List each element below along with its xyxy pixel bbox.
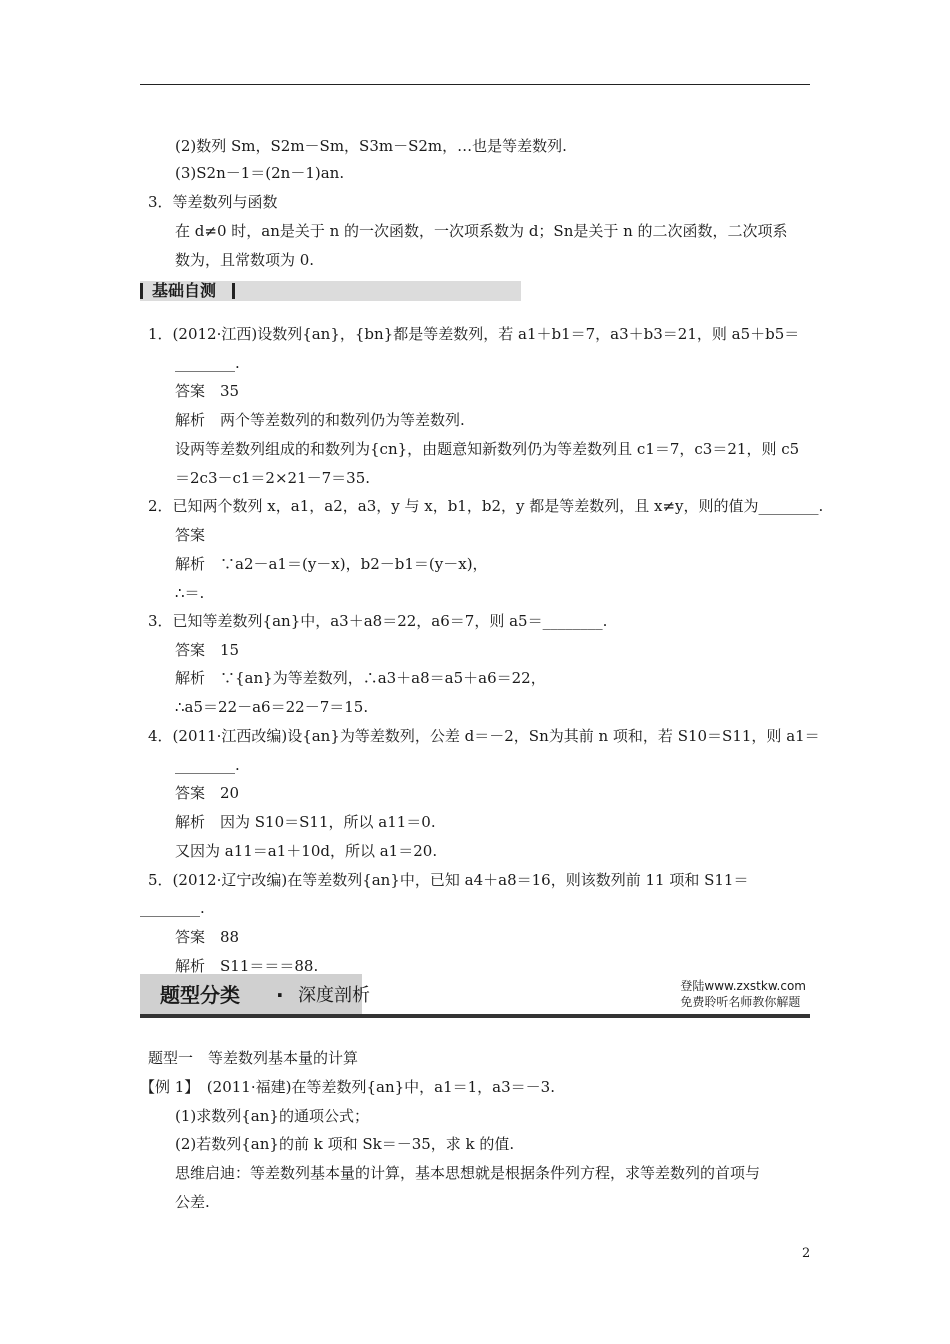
top-rule — [140, 84, 810, 85]
text-line: 公差. — [175, 1193, 210, 1211]
header-bar-right — [232, 283, 235, 299]
section-header-basic-test — [140, 281, 521, 301]
text-line: 3．已知等差数列{an}中，a3＋a8＝22，a6＝7，则 a5＝________. — [148, 612, 608, 630]
text-line: 解析 S11＝＝＝88. — [175, 957, 319, 975]
promo-line-2: 免费聆听名师教你解题 — [680, 995, 801, 1009]
text-line: 【例 1】 (2011·福建)在等差数列{an}中，a1＝1，a3＝－3. — [140, 1078, 555, 1096]
text-line: 4．(2011·江西改编)设{an}为等差数列，公差 d＝－2，Sn为其前 n 项和，若 S10＝S11，则 a1＝ — [148, 727, 820, 745]
text-line: 答案 20 — [175, 784, 240, 802]
text-line: 答案 35 — [175, 382, 240, 400]
text-line: 在 d≠0 时，an是关于 n 的一次函数，一次项系数为 d；Sn是关于 n 的二次函数，二次项系 — [175, 222, 788, 240]
header-rule — [140, 1014, 810, 1018]
section-header-problem-types — [140, 974, 810, 1018]
section-title: 基础自测 — [152, 281, 217, 300]
text-line: (1)求数列{an}的通项公式； — [175, 1107, 369, 1125]
text-line: (3)S2n－1＝(2n－1)an. — [175, 164, 345, 182]
promo-line-1: 登陆www.zxstkw.com — [680, 979, 806, 993]
text-line: 解析 两个等差数列的和数列仍为等差数列. — [175, 411, 465, 429]
text-line: (2)数列 Sm，S2m－Sm，S3m－S2m，…也是等差数列. — [175, 137, 567, 155]
text-line: 2．已知两个数列 x，a1，a2，a3，y 与 x，b1，b2，y 都是等差数列，且 x≠y，则的值为________. — [148, 497, 824, 515]
text-line: 1．(2012·江西)设数列{an}，{bn}都是等差数列，若 a1＋b1＝7，a3＋b3＝21，则 a5＋b5＝ — [148, 325, 800, 343]
text-line: 答案 15 — [175, 641, 240, 659]
text-line: 数为，且常数项为 0. — [175, 251, 315, 269]
text-line: 解析 ∵{an}为等差数列，∴a3＋a8＝a5＋a6＝22， — [175, 669, 546, 687]
text-line: 设两等差数列组成的和数列为{cn}，由题意知新数列仍为等差数列且 c1＝7，c3＝21，则 c5 — [175, 440, 800, 458]
text-line: 又因为 a11＝a1＋10d，所以 a1＝20. — [175, 842, 438, 860]
text-line: ∴＝. — [175, 584, 205, 602]
text-line: 思维启迪：等差数列基本量的计算，基本思想就是根据条件列方程，求等差数列的首项与 — [175, 1164, 761, 1182]
text-line: 解析 因为 S10＝S11，所以 a11＝0. — [175, 813, 436, 831]
text-line: 解析 ∵a2－a1＝(y－x)，b2－b1＝(y－x)， — [175, 555, 488, 573]
page-number: 2 — [802, 1246, 811, 1261]
text-line: ________. — [140, 899, 205, 917]
text-line: 答案 88 — [175, 928, 240, 946]
section-title-dot: · — [276, 983, 284, 1007]
text-line: 题型一 等差数列基本量的计算 — [148, 1049, 359, 1067]
text-line: 3．等差数列与函数 — [148, 193, 278, 211]
text-line: 答案 — [175, 526, 206, 544]
section-title-main: 题型分类 — [160, 983, 240, 1007]
text-line: ________. — [175, 354, 240, 372]
header-bar-left — [140, 283, 143, 299]
text-line: 5．(2012·辽宁改编)在等差数列{an}中，已知 a4＋a8＝16，则该数列前 11 项和 S11＝ — [148, 871, 749, 889]
text-line: ________. — [175, 756, 240, 774]
text-line: ＝2c3－c1＝2×21－7＝35. — [175, 469, 371, 487]
text-line: (2)若数列{an}的前 k 项和 Sk＝－35，求 k 的值. — [175, 1135, 515, 1153]
text-line: ∴a5＝22－a6＝22－7＝15. — [175, 698, 369, 716]
site-promo — [680, 978, 806, 1010]
section-subtitle: 深度剖析 — [298, 985, 370, 1006]
